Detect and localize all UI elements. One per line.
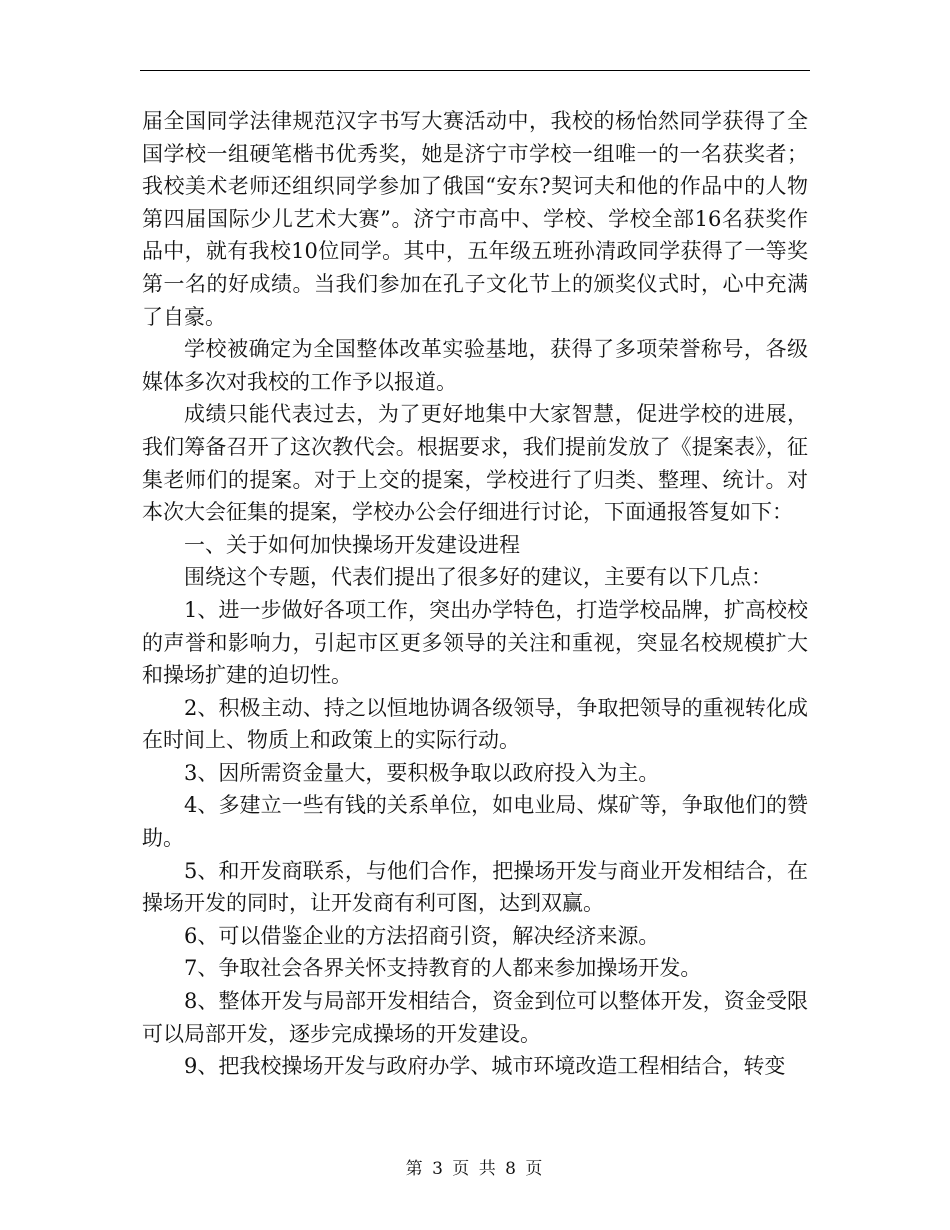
- paragraph: 围绕这个专题，代表们提出了很多好的建议，主要有以下几点：: [184, 565, 772, 590]
- list-item: 7、争取社会各界关怀支持教育的人都来参加操场开发。: [184, 956, 702, 981]
- paragraph: 学校被确定为全国整体改革实验基地，获得了多项荣誉称号，各级媒体多次对我校的工作予以报道。: [142, 337, 808, 394]
- list-item: 4、多建立一些有钱的关系单位，如电业局、煤矿等，争取他们的赞助。: [142, 793, 808, 851]
- list-item: 8、整体开发与局部开发相结合，资金到位可以整体开发，资金受限可以局部开发，逐步完成操场的开发建设。: [142, 989, 808, 1046]
- paragraph: 届全国同学法律规范汉字书写大赛活动中，我校的杨怡然同学获得了全国学校一组硬笔楷书优秀奖，她是济宁市学校一组唯一的一名获奖者；我校美术老师还组织同学参加了俄国“安东?契诃夫和他的作品中的人物第四届国际少儿艺术大赛”。济宁市高中、学校、学校全部16名获奖作品中，就有我校10位同学。其中，五年级五班孙清政同学获得了一等奖第一名的好成绩。当我们参加在孔子文化节上的颁奖仪式时，心中充满了自豪。: [142, 109, 808, 329]
- list-item: 1、进一步做好各项工作，突出办学特色，打造学校品牌，扩高校校的声誉和影响力，引起市区更多领导的关注和重视，突显名校规模扩大和操场扩建的迫切性。: [142, 597, 808, 688]
- list-item: 3、因所需资金量大，要积极争取以政府投入为主。: [184, 760, 660, 785]
- list-item: 5、和开发商联系，与他们合作，把操场开发与商业开发相结合，在操场开发的同时，让开发商有利可图，达到双赢。: [142, 858, 808, 916]
- list-item: 2、积极主动、持之以恒地协调各级领导，争取把领导的重视转化成在时间上、物质上和政策上的实际行动。: [142, 695, 808, 753]
- section-heading: 一、关于如何加快操场开发建设进程: [184, 532, 520, 557]
- document-body: [142, 105, 808, 1083]
- list-item: 9、把我校操场开发与政府办学、城市环境改造工程相结合，转变: [184, 1054, 786, 1079]
- list-item: 6、可以借鉴企业的方法招商引资，解决经济来源。: [184, 923, 660, 948]
- paragraph: 成绩只能代表过去，为了更好地集中大家智慧，促进学校的进展，我们筹备召开了这次教代会。根据要求，我们提前发放了《提案表》，征集老师们的提案。对于上交的提案，学校进行了归类、整理、统计。对本次大会征集的提案，学校办公会仔细进行讨论，下面通报答复如下：: [142, 402, 808, 525]
- page-number: 第 3 页 共 8 页: [405, 1159, 545, 1179]
- header-rule: [140, 70, 810, 71]
